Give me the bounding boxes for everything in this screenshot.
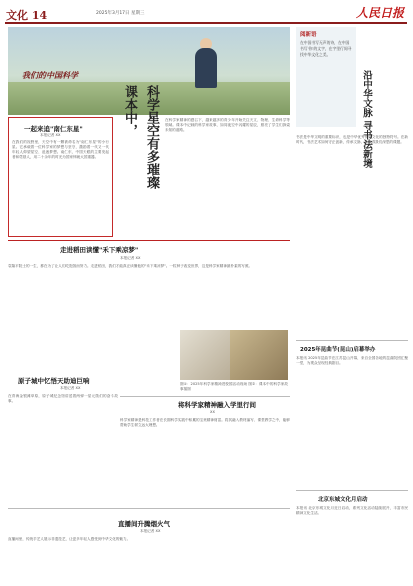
issue-date: 2025年3月17日 星期三 (96, 11, 145, 16)
banner-logo: 我们的中国科学 (22, 70, 78, 80)
article6-body: 直播间里，传统手艺人展示非遗技艺，让更多年轻人感受到中华文化的魅力。 (8, 537, 131, 541)
article5-body: 在青海金银滩草原，原子城纪念馆讲述着两弹一星元勋们的奋斗故事。 (8, 394, 118, 403)
signature-graphic (126, 330, 176, 380)
divider (8, 240, 290, 241)
divider (296, 490, 408, 491)
sidebar-text: 在中国书写无声的诗，在中国书写'你'的文字，在字里行间寻找中华文化之美。 (300, 40, 352, 57)
sidebar-vertical-title: 沿中华文脉 寻书法新境 (361, 70, 372, 169)
divider (120, 396, 290, 397)
photo-2 (180, 330, 230, 380)
article2-byline: 本报记者 XX (120, 256, 141, 260)
divider (8, 508, 290, 509)
page-header (0, 0, 413, 24)
main-vertical-title-2: 科学星空有多璀璨 (144, 85, 159, 189)
feature-body: 在我们的视野里，天空中有一颗被命名为"南仁东星"的小行星。它承载着一位科学家的梦想与坚守，激励着一代又一代年轻人仰望星空、追逐梦想。南仁东，中国天眼的主要发起者和奠基人，用二十余年的时光为国家铸就大国重器。 (12, 140, 109, 159)
masthead-logo: 人民日报 (356, 6, 405, 20)
article3-byline: XX (210, 410, 215, 414)
section-title: 文化 14 (6, 9, 48, 22)
feature-title: 一起来追"南仁东星" (24, 125, 83, 133)
article4-body: 本报讯 2025年昆曲节在江苏昆山开幕，来自全国各地的昆曲院团汇聚一堂，为观众呈现经典剧目。 (296, 356, 408, 365)
article2-body: 袁隆平院士的一生，都在为了让人们吃饱饭而努力。走进稻田，我们才能真正读懂他的"禾下乘凉梦"。一粒种子改变世界，这是科学家精神最朴素的写照。 (8, 264, 253, 268)
article2-title: 走进稻田读懂"禾下乘凉梦" (60, 246, 139, 254)
article4-title: 2025年昆曲节(昆山)启幕举办 (300, 347, 376, 353)
sidebar-label: 阅新语 (300, 32, 317, 38)
article7-title: 北京东城文化月启动 (318, 497, 368, 503)
article5-title: 原子城中忆悟天助迪巨响 (18, 377, 90, 385)
photo-caption: 图①：2025年科学家精神进校园活动现场 图②：课本中的科学家故事插图 (180, 382, 288, 391)
divider (296, 340, 408, 341)
main-vertical-title-1: 课本中， (122, 85, 137, 137)
article7-body: 本报讯 北京东城文化月近日启动，系列文化活动陆续展开，丰富市民精神文化生活。 (296, 506, 408, 515)
article5-byline: 本报记者 XX (60, 386, 81, 390)
article6-title: 直播间升腾烟火气 (118, 520, 170, 528)
photo-3 (230, 330, 288, 380)
person-graphic (195, 48, 217, 88)
header-rule (5, 22, 407, 24)
article3-title: 将科学家精神融入学里行间 (178, 401, 256, 409)
sidebar-body: 书法是中华文明的重要标识，也是中华优秀传统文化的独特符号。在新时代，书法艺术如何守正创新，传承文脉，是值得我们深思的课题。 (296, 135, 408, 144)
feature-byline: 本报记者 XX (40, 133, 61, 137)
main-body: 在科学家精神的感召下，越来越多的青少年开始关注天文、物理、生命科学等领域。课本中记载的科学家故事，如同夜空中闪耀的星辰，照亮了学生们探索未知的道路。 (165, 118, 290, 132)
article6-byline: 本报记者 XX (140, 529, 161, 533)
article3-body: 科学家精神是科技工作者在长期科学实践中积累的宝贵精神财富。将其融入教材编写、课堂教学之中，能够帮助学生树立远大理想。 (120, 418, 290, 427)
